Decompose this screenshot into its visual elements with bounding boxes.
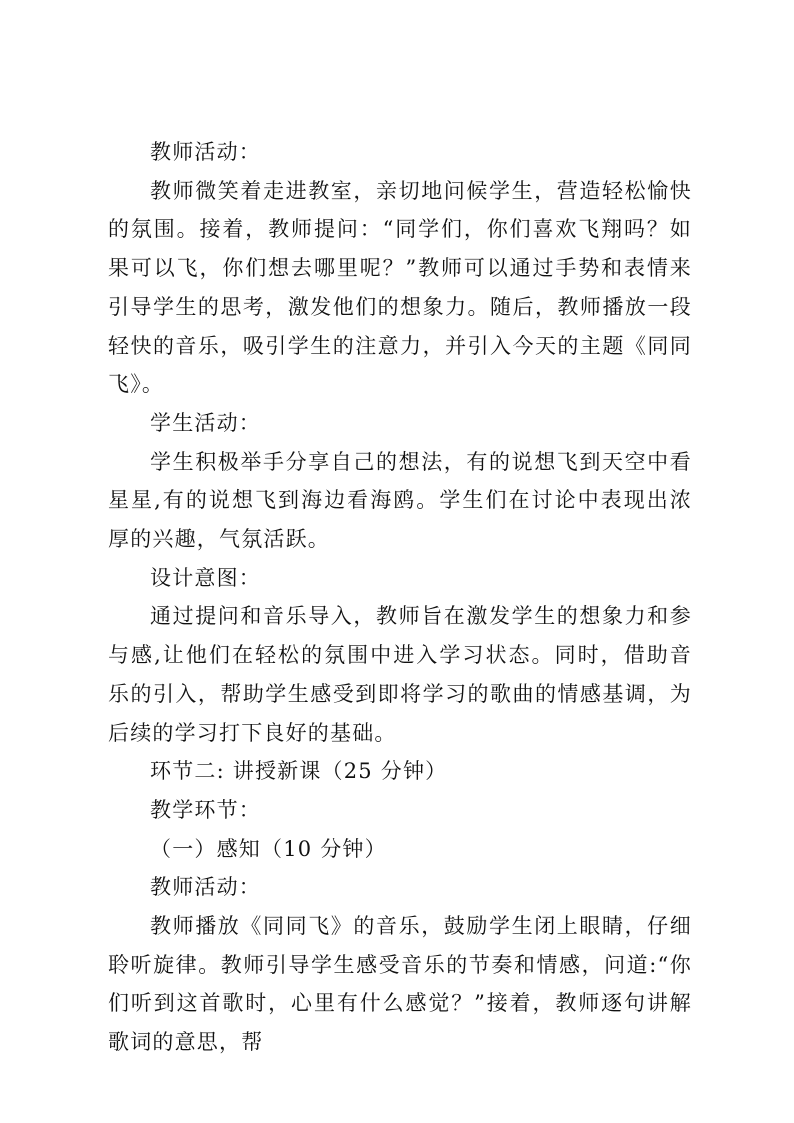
paragraph-teaching-stage-heading: 教学环节： <box>150 797 261 822</box>
paragraph-teacher-activity-heading: 教师活动： <box>150 140 261 164</box>
paragraph-student-activity-heading: 学生活动： <box>150 410 261 435</box>
paragraph-teacher-activity-heading-2: 教师活动： <box>150 875 261 900</box>
paragraph-section-two-heading: 环节二: 讲授新课（25 分钟） <box>150 759 448 784</box>
paragraph-perception-heading: （一）感知（10 分钟） <box>150 836 387 861</box>
paragraph-design-intent-heading: 设计意图： <box>150 565 261 590</box>
paragraph-student-activity-body: 学生积极举手分享自己的想法，有的说想飞到天空中看星星,有的说想飞到海边看海鸥。学生们在讨论中表现出浓厚的兴趣，气氛活跃。 <box>108 449 692 552</box>
paragraph-teacher-activity-body-2: 教师播放《同同飞》的音乐，鼓励学生闭上眼睛，仔细聆听旋律。教师引导学生感受音乐的节奏和情感，问道:“你们听到这首歌时，心里有什么感觉？”接着，教师逐句讲解歌词的意思，帮 <box>108 914 692 1055</box>
paragraph-design-intent-body: 通过提问和音乐导入，教师旨在激发学生的想象力和参与感,让他们在轻松的氛围中进入学习状态。同时，借助音乐的引入，帮助学生感受到即将学习的歌曲的情感基调，为后续的学习打下良好的基础。 <box>108 604 692 745</box>
paragraph-teacher-activity-body: 教师微笑着走进教室，亲切地问候学生，营造轻松愉快的氛围。接着，教师提问：“同学们，你们喜欢飞翔吗？如果可以飞，你们想去哪里呢？”教师可以通过手势和表情来引导学生的思考，激发他们的想象力。随后，教师播放一段轻快的音乐，吸引学生的注意力，并引入今天的主题《同同飞》。 <box>108 178 692 397</box>
